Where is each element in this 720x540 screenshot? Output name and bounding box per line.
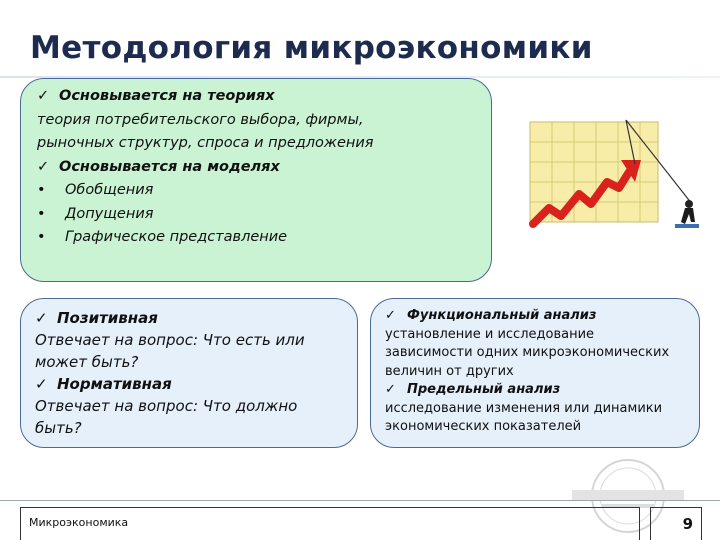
checkmark-icon: ✓ xyxy=(35,309,48,327)
checkmark-icon: ✓ xyxy=(385,382,396,397)
functional-analysis-text-1: установление и исследование xyxy=(385,326,595,342)
checkmark-icon: ✓ xyxy=(385,308,396,323)
normative-heading: ✓ Нормативная xyxy=(35,375,172,393)
bullet-item-assumptions: • Допущения xyxy=(37,203,475,227)
checkmark-icon: ✓ xyxy=(35,375,48,393)
normative-description: Отвечает на вопрос: Что должно быть? xyxy=(35,397,298,437)
growth-arrow-chart-icon xyxy=(527,112,704,242)
functional-analysis-heading: ✓ Функциональный анализ xyxy=(385,307,685,326)
checkmark-icon: ✓ xyxy=(37,88,50,104)
positive-normative-box xyxy=(20,298,358,448)
theories-text-1: теория потребительского выбора, фирмы, xyxy=(37,111,364,128)
checkmark-icon: ✓ xyxy=(37,158,50,175)
marginal-analysis-heading: ✓ Предельный анализ xyxy=(385,381,685,400)
positive-heading: ✓ Позитивная xyxy=(35,309,158,327)
positive-description: Отвечает на вопрос: Что есть или может быть? xyxy=(35,331,305,371)
bullet-icon: • xyxy=(37,229,46,245)
slide-title: Методология микроэкономики xyxy=(30,30,593,66)
marginal-analysis-text-1: исследование изменения или динамики xyxy=(385,400,663,416)
bullet-item-graphical: • Графическое представление xyxy=(37,226,475,250)
theories-heading-2: ✓ Основывается на моделях xyxy=(37,156,475,180)
bullet-icon: • xyxy=(37,205,46,222)
functional-analysis-text-2: зависимости одних микроэкономических xyxy=(385,345,670,360)
footer-divider xyxy=(0,500,720,501)
analysis-box xyxy=(370,298,700,448)
theories-heading-1: ✓ Основывается на теориях xyxy=(37,85,475,109)
theories-box xyxy=(20,78,492,282)
bullet-icon: • xyxy=(37,182,46,198)
footer-label: Микроэкономика xyxy=(20,507,640,540)
page-number: 9 xyxy=(650,507,702,540)
functional-analysis-text-3: величин от других xyxy=(385,363,514,379)
bullet-item-generalizations: • Обобщения xyxy=(37,179,475,203)
marginal-analysis-text-2: экономических показателей xyxy=(385,419,582,434)
theories-text-2: рыночных структур, спроса и предложения xyxy=(37,135,374,151)
